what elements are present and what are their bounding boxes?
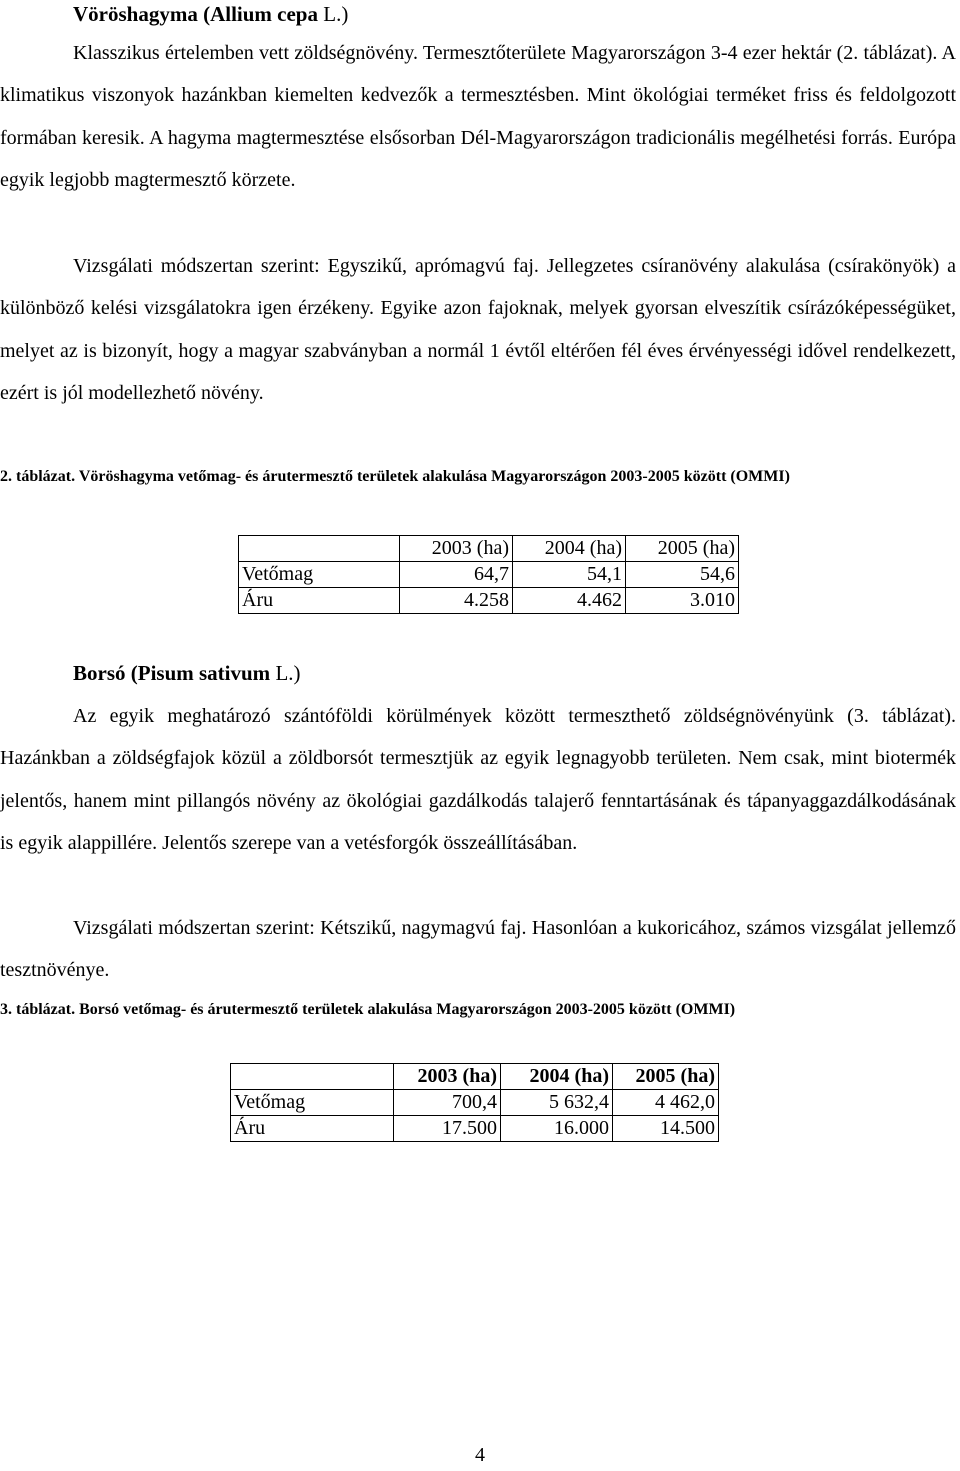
table-row-label: Vetőmag	[231, 1090, 394, 1116]
paragraph-voroshagyma-method: Vizsgálati módszertan szerint: Egyszikű, aprómagvú faj. Jellegzetes csíranövény alakulása (csírakönyök) a különböző kelési vizsgálatokra igen érzékeny. Egyike azon fajoknak, melyek gyorsan elveszítik csírázóképességüket, melyet az is bizonyít, hogy a magyar szabványban a normál 1 évtől eltérően fél éves érvényességi idővel rendelkezett, ezért is jól modellezhető növény.	[0, 255, 956, 405]
table-cell: 14.500	[613, 1116, 719, 1142]
section-heading-borso	[73, 660, 301, 686]
table-cell: 4.258	[400, 588, 513, 614]
table-cell: 700,4	[394, 1090, 501, 1116]
table-row	[239, 562, 739, 588]
section-heading-bold: Borsó (Pisum sativum	[73, 661, 271, 685]
table-caption-2	[0, 462, 940, 492]
paragraph-borso-method: Vizsgálati módszertan szerint: Kétszikű, nagymagvú faj. Hasonlóan a kukoricához, számos vizsgálat jellemző tesztnövénye.	[0, 917, 956, 982]
table-borso	[230, 1063, 719, 1142]
table-header-cell	[239, 536, 400, 562]
table-label-2: 2. táblázat.	[0, 468, 76, 485]
table-header-cell: 2003 (ha)	[394, 1064, 501, 1090]
table-caption-text-2: Vöröshagyma vetőmag- és árutermesztő területek alakulása Magyarországon 2003-2005 között (OMMI)	[75, 468, 790, 485]
section-heading-bold: Vöröshagyma (Allium cepa	[73, 2, 318, 26]
table-row	[231, 1090, 719, 1116]
table-cell: 4.462	[513, 588, 626, 614]
table-header-cell: 2004 (ha)	[501, 1064, 613, 1090]
table-header-row	[239, 536, 739, 562]
table-cell: 3.010	[626, 588, 739, 614]
table-caption-3	[0, 995, 940, 1025]
table-row	[239, 588, 739, 614]
table-header-cell	[231, 1064, 394, 1090]
paragraph-voroshagyma-intro: Klasszikus értelemben vett zöldségnövény. Termesztőterülete Magyarországon 3-4 ezer hektár (2. táblázat). A klimatikus viszonyok hazánkban kiemelten kedvezők a termesztésben. Mint ökológiai terméket friss és feldolgozott formában keresik. A hagyma magtermesztése elsősorban Dél-Magyarországon tradicionális megélhetési forrás. Európa egyik legjobb magtermesztő körzete.	[0, 42, 956, 192]
table-cell: 54,1	[513, 562, 626, 588]
table-row-label: Vetőmag	[239, 562, 400, 588]
table-row	[231, 1116, 719, 1142]
table-cell: 16.000	[501, 1116, 613, 1142]
table-cell: 5 632,4	[501, 1090, 613, 1116]
section-heading-voroshagyma	[73, 1, 348, 27]
table-cell: 17.500	[394, 1116, 501, 1142]
table-label-3: 3. táblázat.	[0, 1001, 76, 1018]
table-header-cell: 2004 (ha)	[513, 536, 626, 562]
table-header-cell: 2005 (ha)	[613, 1064, 719, 1090]
table-caption-text-3: Borsó vetőmag- és árutermesztő területek alakulása Magyarországon 2003-2005 között (OMMI)	[75, 1001, 736, 1018]
table-voroshagyma	[238, 535, 739, 614]
table-header-cell: 2005 (ha)	[626, 536, 739, 562]
table-row-label: Áru	[231, 1116, 394, 1142]
table-cell: 54,6	[626, 562, 739, 588]
page-number: 4	[475, 1444, 485, 1466]
table-row-label: Áru	[239, 588, 400, 614]
section-heading-plain: L.)	[270, 661, 301, 685]
table-header-row	[231, 1064, 719, 1090]
table-header-cell: 2003 (ha)	[400, 536, 513, 562]
section-heading-plain: L.)	[318, 2, 349, 26]
table-cell: 4 462,0	[613, 1090, 719, 1116]
table-cell: 64,7	[400, 562, 513, 588]
paragraph-borso-intro: Az egyik meghatározó szántóföldi körülmények között termeszthető zöldségnövényünk (3. táblázat). Hazánkban a zöldségfajok közül a zöldborsót termesztjük az egyik legnagyobb területen. Nem csak, mint biotermék jelentős, hanem mint pillangós növény az ökológiai gazdálkodás talajerő fenntartásának és tápanyaggazdálkodásának is egyik alappillére. Jelentős szerepe van a vetésforgók összeállításában.	[0, 705, 956, 855]
